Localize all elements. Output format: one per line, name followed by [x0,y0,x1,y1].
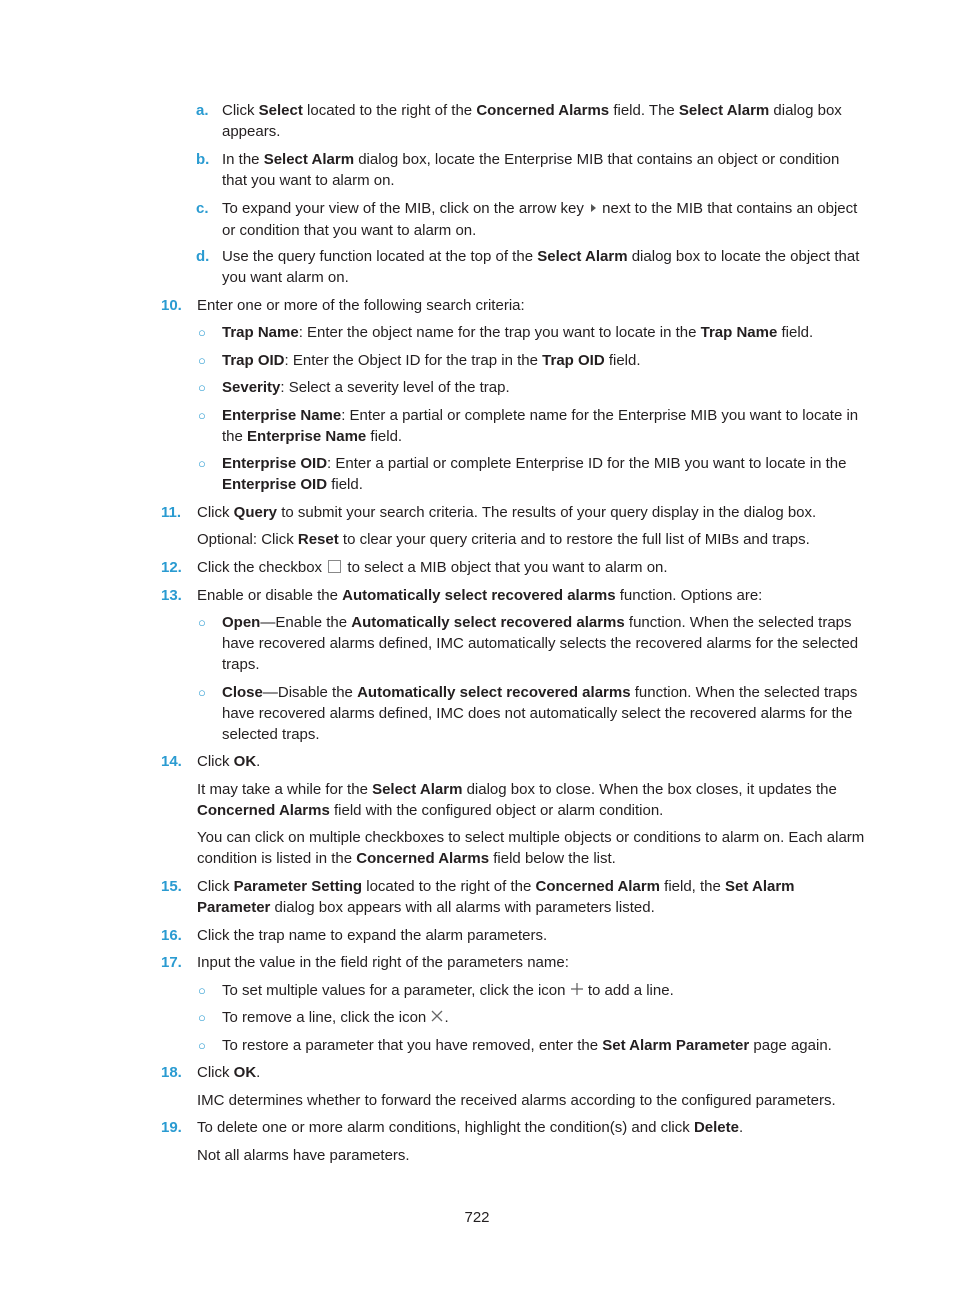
bullet: ○ [198,353,206,368]
text: To delete one or more alarm conditions, highlight the condition(s) and click [197,1119,694,1136]
bold-term: Select Alarm [537,248,628,265]
step-11-note [197,529,867,550]
step-number: 16. [161,927,182,944]
text: Enable or disable the [197,587,343,604]
bold-term: Concerned Alarms [476,102,610,119]
text: Click the trap name to expand the alarm parameters. [197,927,548,944]
text: located to the right of the [302,102,477,119]
text: located to the right of the [362,878,536,895]
bold-term: Severity [222,379,281,396]
text: : Select a severity level of the trap. [280,379,510,396]
bold-term: Set Alarm Parameter [197,878,795,916]
sub-step-letter: d. [196,248,210,265]
text: To expand your view of the MIB, click on the arrow key [222,200,588,217]
sub-step-d [196,246,867,288]
step-number: 13. [161,587,182,604]
step-18-note: IMC determines whether to forward the received alarms according to the configured parameters. [197,1092,836,1109]
text: : Enter the Object ID for the trap in the [284,352,543,369]
right-triangle-arrow-icon [588,199,598,220]
text: . [256,1064,261,1081]
text: to add a line. [583,982,674,999]
step-18 [161,1062,867,1083]
bold-term: Delete [693,1119,739,1136]
plus-icon [570,981,584,1002]
bullet-remove-line [198,1007,867,1029]
text: —Enable the [260,614,352,631]
text: To remove a line, click the icon [222,1009,431,1026]
bold-term: Enterprise OID [222,476,328,493]
bold-term: OK [233,753,257,770]
bullet: ○ [198,1010,206,1025]
text: Click [222,102,259,119]
text: Click [197,878,234,895]
bold-term: Select Alarm [372,781,463,798]
bold-term: Query [233,504,278,521]
bullet: ○ [198,615,206,630]
bold-term: Concerned Alarms [356,850,490,867]
text: Enter one or more of the following search criteria: [197,297,525,314]
text: to select a MIB object that you want to alarm on. [343,559,668,576]
step-15 [161,876,867,918]
step-14-note-1 [197,779,867,821]
text: : Enter a partial or complete name for the Enterprise MIB you want to locate in the [222,407,859,445]
text: function. Options are: [615,587,763,604]
bullet: ○ [198,408,206,423]
text: field. [604,352,641,369]
text: next to the MIB that contains an object or condition that you want to alarm on. [222,200,858,239]
x-icon [430,1008,444,1029]
text: to submit your search criteria. The results of your query display in the dialog box. [277,504,817,521]
text: field below the list. [489,850,616,867]
text: : Enter a partial or complete Enterprise ID for the MIB you want to locate in the [327,455,847,472]
bold-term: Open [222,614,261,631]
text: To restore a parameter that you have removed, enter the [222,1037,603,1054]
text: To set multiple values for a parameter, click the icon [222,982,570,999]
bullet: ○ [198,380,206,395]
bold-term: Close [222,684,263,701]
step-number: 18. [161,1064,182,1081]
bold-term: Concerned Alarm [535,878,660,895]
bold-term: Trap OID [222,352,285,369]
text: function. When the selected traps have recovered alarms defined, IMC automatically selects the recovered alarms for the selected traps. [222,614,859,673]
text: . [444,1009,449,1026]
text: Click [197,504,234,521]
text: dialog box to close. When the box closes, it updates the [462,781,837,798]
step-17 [161,952,867,973]
sub-step-a [196,100,867,142]
sub-step-c [196,198,867,241]
step-number: 14. [161,753,182,770]
text: Input the value in the field right of the parameters name: [197,954,569,971]
bullet-enterprise-name [198,405,867,447]
sub-step-b [196,149,867,191]
text: field with the configured object or alarm condition. [329,802,664,819]
text: dialog box appears. [222,102,842,140]
bullet: ○ [198,456,206,471]
text: field. [366,428,403,445]
bullet-enterprise-oid [198,453,867,495]
text: dialog box to locate the object that you want alarm on. [222,248,860,286]
text: page again. [749,1037,832,1054]
text: . [256,753,261,770]
step-19-note: Not all alarms have parameters. [197,1147,410,1164]
bold-term: Automatically select recovered alarms [342,587,616,604]
bullet-open [198,612,867,675]
bold-term: OK [233,1064,257,1081]
bold-term: Trap Name [222,324,299,341]
text: Optional: Click [197,531,298,548]
step-number: 10. [161,297,182,314]
empty-checkbox-icon [328,560,341,573]
step-13 [161,585,867,606]
bold-term: Enterprise OID [222,455,328,472]
text: —Disable the [262,684,358,701]
text: field, the [660,878,726,895]
step-10 [161,295,867,316]
bullet-severity [198,377,867,398]
bullet: ○ [198,1038,206,1053]
step-11 [161,502,867,523]
text: function. When the selected traps have recovered alarms defined, IMC does not automatically select the recovered alarms for the selected traps. [222,684,858,743]
text: . [738,1119,744,1136]
text: Click [197,1064,234,1081]
sub-step-letter: b. [196,151,210,168]
text: field. The [609,102,679,119]
step-14 [161,751,867,772]
text: : Enter the object name for the trap you want to locate in the [298,324,701,341]
text: field. [327,476,363,493]
step-14-note-2 [197,827,867,869]
bold-term: Automatically select recovered alarms [357,684,631,701]
bullet: ○ [198,325,206,340]
text: Click the checkbox [197,559,327,576]
text: It may take a while for the [197,781,373,798]
text: You can click on multiple checkboxes to select multiple objects or conditions to alarm on. Each alarm condition is listed in the [197,829,865,867]
bold-term: Select [258,102,303,119]
bullet: ○ [198,685,206,700]
text: to clear your query criteria and to restore the full list of MIBs and traps. [338,531,810,548]
bullet-add-line [198,980,867,1002]
bullet-trap-name [198,322,867,343]
bold-term: Set Alarm Parameter [602,1037,750,1054]
text: In the [222,151,264,168]
bullet-close [198,682,867,745]
bold-term: Select Alarm [678,102,770,119]
step-16 [161,925,867,946]
sub-step-letter: c. [196,200,209,217]
bullet-restore [198,1035,867,1056]
bold-term: Concerned Alarms [197,802,330,819]
step-number: 19. [161,1119,182,1136]
text: dialog box appears with all alarms with parameters listed. [270,899,655,916]
step-number: 11. [161,504,182,521]
bullet-trap-oid [198,350,867,371]
bold-term: Select Alarm [263,151,355,168]
bold-term: Trap Name [700,324,778,341]
bold-term: Trap OID [542,352,605,369]
bold-term: Parameter Setting [233,878,363,895]
step-12 [161,557,867,578]
step-number: 17. [161,954,182,971]
bold-term: Reset [297,531,339,548]
sub-step-letter: a. [196,102,209,119]
text: Use the query function located at the top of the [222,248,538,265]
text: dialog box, locate the Enterprise MIB that contains an object or condition that you want to alarm on. [222,151,840,189]
page-number: 722 [464,1209,490,1226]
step-number: 15. [161,878,182,895]
bullet: ○ [198,983,206,998]
bold-term: Enterprise Name [222,407,342,424]
bold-term: Automatically select recovered alarms [351,614,625,631]
bold-term: Enterprise Name [247,428,367,445]
step-number: 12. [161,559,182,576]
text: field. [777,324,814,341]
step-19 [161,1117,867,1138]
text: Click [197,753,234,770]
